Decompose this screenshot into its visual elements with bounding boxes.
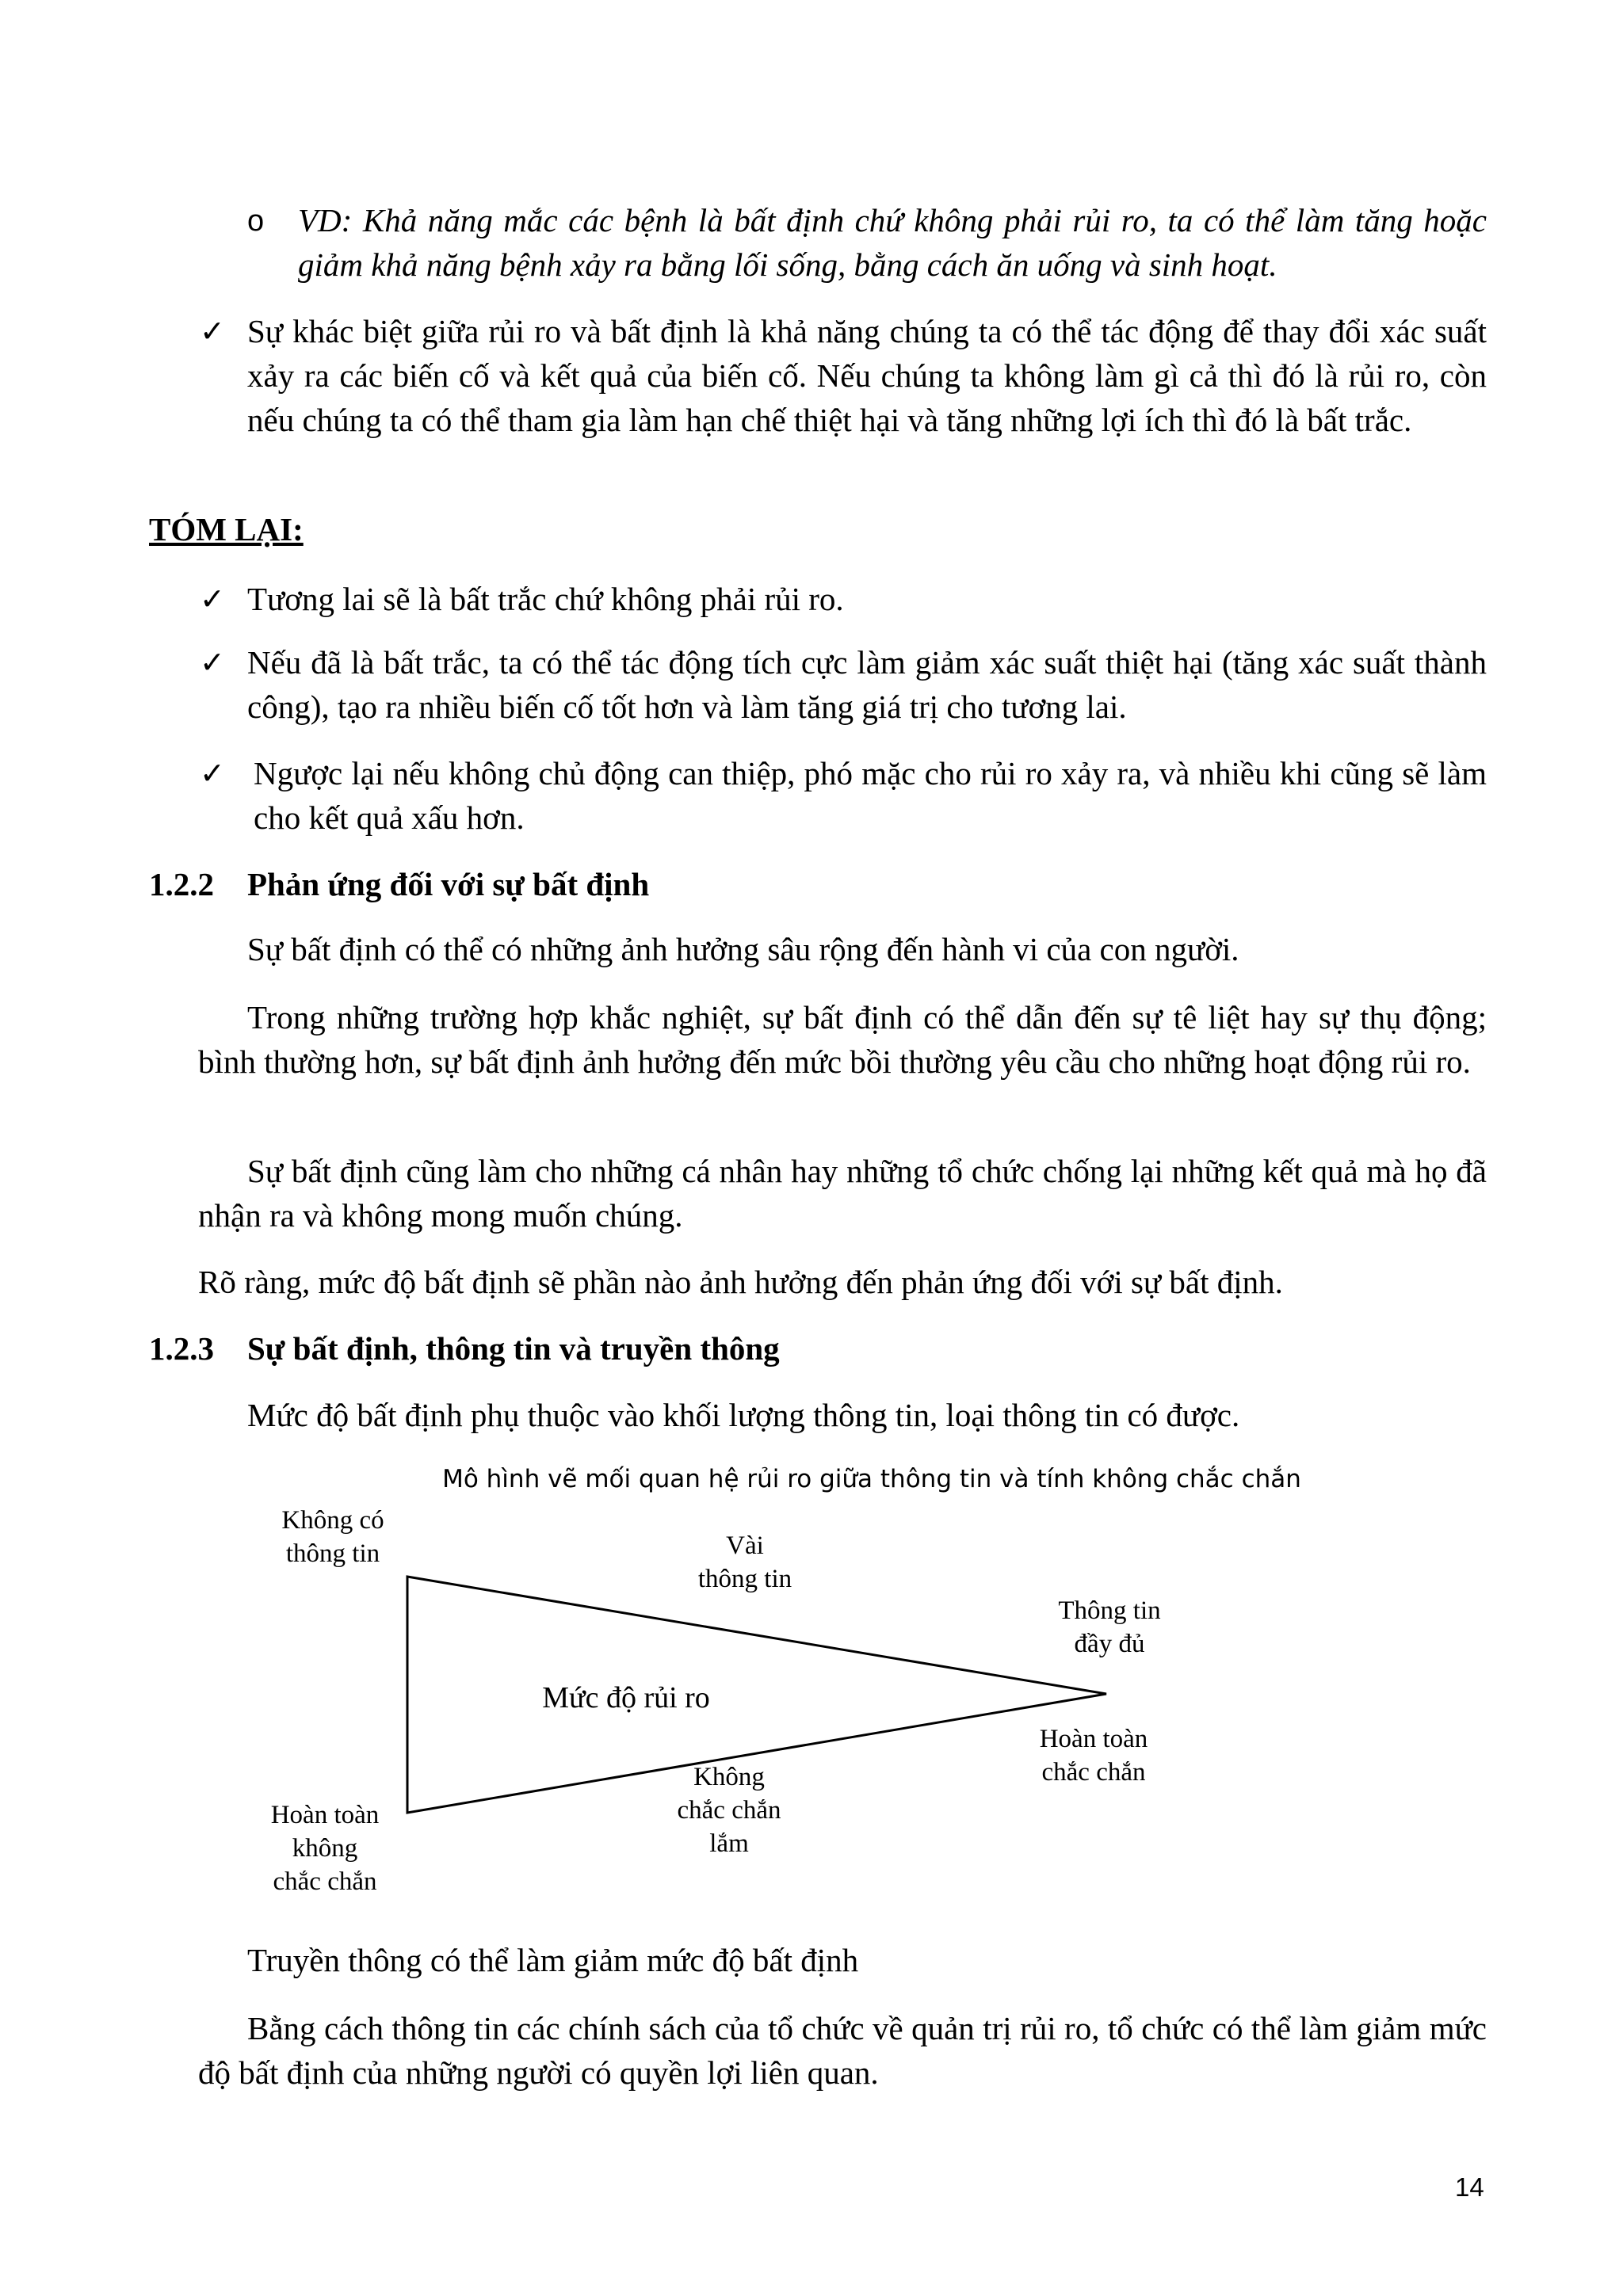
page-number: 14 bbox=[1455, 2172, 1484, 2202]
paragraph: Sự bất định cũng làm cho những cá nhân hay những tổ chức chống lại những kết quả mà họ đã nhận ra và không mong muốn chúng. bbox=[198, 1153, 1487, 1234]
summary-heading: TÓM LẠI: bbox=[149, 511, 304, 547]
difference-text: Sự khác biệt giữa rủi ro và bất định là khả năng chúng ta có thể tác động để thay đổi xác suất xảy ra các biến cố và kết quả của biến cố. Nếu chúng ta không làm gì cả thì đó là rủi ro, còn nếu chúng ta có thể tham gia làm hạn chế thiệt hại và tăng những lợi ích thì đó là bất trắc. bbox=[247, 313, 1487, 438]
section-title: Sự bất định, thông tin và truyền thông bbox=[247, 1330, 780, 1367]
summary-item-1: Tương lai sẽ là bất trắc chứ không phải rủi ro. bbox=[247, 581, 844, 617]
check-mark-icon: ✓ bbox=[200, 582, 225, 616]
closing-paragraph: Bằng cách thông tin các chính sách của tổ chức về quản trị rủi ro, tổ chức có thể làm giảm mức độ bất định của những người có quyền lợi liên quan. bbox=[198, 2010, 1487, 2091]
check-mark-icon: ✓ bbox=[200, 645, 225, 680]
label-certain: Hoàn toàn chắc chắn bbox=[1039, 1725, 1148, 1787]
diagram-title: Mô hình vẽ mối quan hệ rủi ro giữa thông tin và tính không chắc chắn bbox=[442, 1465, 1301, 1493]
label-some-info: Vài thông tin bbox=[697, 1531, 792, 1593]
sub-bullet-marker: o bbox=[247, 204, 265, 238]
label-risk-level: Mức độ rủi ro bbox=[542, 1681, 710, 1714]
label-totally-uncertain: Hoàn toàn không chắc chắn bbox=[270, 1801, 380, 1896]
summary-item-3: Ngược lại nếu không chủ động can thiệp, phó mặc cho rủi ro xảy ra, và nhiều khi cũng sẽ làm cho kết quả xấu hơn. bbox=[254, 755, 1487, 836]
paragraph: Mức độ bất định phụ thuộc vào khối lượng thông tin, loại thông tin có được. bbox=[247, 1397, 1240, 1433]
check-mark-icon: ✓ bbox=[200, 756, 225, 791]
label-full-info: Thông tin đầy đủ bbox=[1058, 1596, 1161, 1658]
section-number: 1.2.3 bbox=[149, 1330, 214, 1367]
paragraph: Trong những trường hợp khắc nghiệt, sự bất định có thể dẫn đến sự tê liệt hay sự thụ động; bình thường hơn, sự bất định ảnh hưởng đến mức bồi thường yêu cầu cho những hoạt động rủi ro. bbox=[198, 999, 1487, 1080]
closing-line: Truyền thông có thể làm giảm mức độ bất định bbox=[247, 1942, 859, 1978]
label-not-very-certain: Không chắc chắn lắm bbox=[677, 1763, 781, 1858]
label-no-info: Không có thông tin bbox=[281, 1506, 384, 1568]
check-mark-icon: ✓ bbox=[200, 314, 225, 349]
paragraph: Sự bất định có thể có những ảnh hưởng sâu rộng đến hành vi của con người. bbox=[247, 931, 1239, 967]
section-number: 1.2.2 bbox=[149, 866, 214, 902]
section-title: Phản ứng đối với sự bất định bbox=[247, 866, 650, 902]
example-text: VD: Khả năng mắc các bệnh là bất định chứ không phải rủi ro, ta có thể làm tăng hoặc giảm khả năng bệnh xảy ra bằng lối sống, bằng cách ăn uống và sinh hoạt. bbox=[298, 202, 1487, 283]
paragraph: Rõ ràng, mức độ bất định sẽ phần nào ảnh hưởng đến phản ứng đối với sự bất định. bbox=[198, 1264, 1283, 1300]
summary-item-2: Nếu đã là bất trắc, ta có thể tác động tích cực làm giảm xác suất thiệt hại (tăng xác suất thành công), tạo ra nhiều biến cố tốt hơn và làm tăng giá trị cho tương lai. bbox=[247, 644, 1487, 725]
